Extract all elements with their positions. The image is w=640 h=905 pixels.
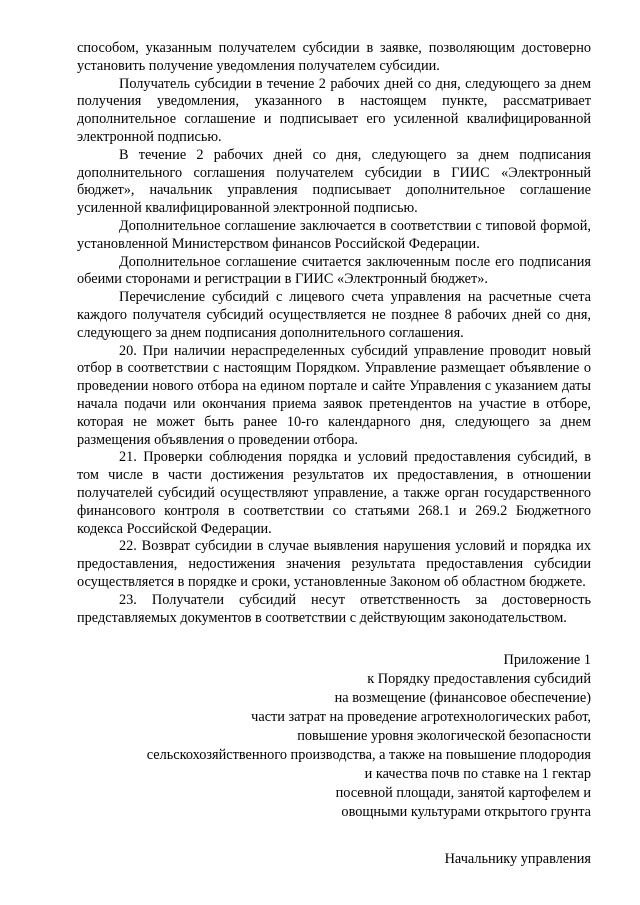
appendix-line: части затрат на проведение агротехнологических работ, <box>251 709 591 726</box>
appendix-line: сельскохозяйственного производства, а также на повышение плодородия <box>146 747 591 764</box>
paragraph-21-inspections: 21. Проверки соблюдения порядка и условий предоставления субсидий, в том числе в части достижения результатов их предоставления, в отношении получателей субсидий осуществляют управление, а также орган государственного финансового контроля в соответствии со статьями 268.1 и 269.2 Бюджетного кодекса Российской Федерации. <box>77 449 591 537</box>
paragraph-20-new-selection: 20. При наличии нераспределенных субсидий управление проводит новый отбор в соответствии с настоящим Порядком. Управление размещает объявление о проведении нового отбора на едином портале и сайте Управления с указанием даты начала подачи или окончания приема заявок претендентов на участие в отборе, которая не может быть ранее 10-го календарного дня, следующего за днем размещения объявления о проведении отбора. <box>77 342 591 448</box>
appendix-title: Приложение 1 <box>503 652 591 669</box>
appendix-line: повышение уровня экологической безопасности <box>297 728 591 745</box>
appendix-line: овощными культурами открытого грунта <box>341 804 591 821</box>
paragraph-22-refund: 22. Возврат субсидии в случае выявления нарушения условий и порядка их предоставления, недостижения значения результата предоставления субсидии осуществляется в порядке и сроки, установленные Законом об областном бюджете. <box>77 538 591 590</box>
appendix-line: и качества почв по ставке на 1 гектар <box>364 766 591 783</box>
appendix-line: к Порядку предоставления субсидий <box>367 671 591 688</box>
paragraph-standard-form: Дополнительное соглашение заключается в соответствии с типовой формой, установленной Министерством финансов Российской Федерации. <box>77 217 591 252</box>
appendix-line: на возмещение (финансовое обеспечение) <box>334 690 591 707</box>
paragraph-head-signing: В течение 2 рабочих дней со дня, следующего за днем подписания дополнительного соглашения получателем субсидии в ГИИС «Электронный бюджет», начальник управления подписывает дополнительное соглашение усиленной квалифицированной электронной подписью. <box>77 146 591 217</box>
paragraph-agreement-concluded: Дополнительное соглашение считается заключенным после его подписания обеими сторонами и регистрации в ГИИС «Электронный бюджет». <box>77 253 591 288</box>
document-body <box>77 40 591 627</box>
appendix-header <box>77 651 591 822</box>
paragraph-23-responsibility: 23. Получатели субсидий несут ответственность за достоверность представляемых документов в соответствии с действующим законодательством. <box>77 591 591 626</box>
paragraph-transfer: Перечисление субсидий с лицевого счета управления на расчетные счета каждого получателя субсидий осуществляется не позднее 8 рабочих дней со дня, следующего за днем подписания дополнительного соглашения. <box>77 289 591 341</box>
paragraph-notification-method: способом, указанным получателем субсидии в заявке, позволяющим достоверно установить получение уведомления получателем субсидии. <box>77 40 591 74</box>
addressee: Начальнику управления <box>444 851 591 868</box>
paragraph-recipient-signing: Получатель субсидии в течение 2 рабочих дней со дня, следующего за днем получения уведомления, указанного в настоящем пункте, рассматривает дополнительное соглашение и подписывает его усиленной квалифицированной электронной подписью. <box>77 75 591 145</box>
appendix-line: посевной площади, занятой картофелем и <box>335 785 591 802</box>
